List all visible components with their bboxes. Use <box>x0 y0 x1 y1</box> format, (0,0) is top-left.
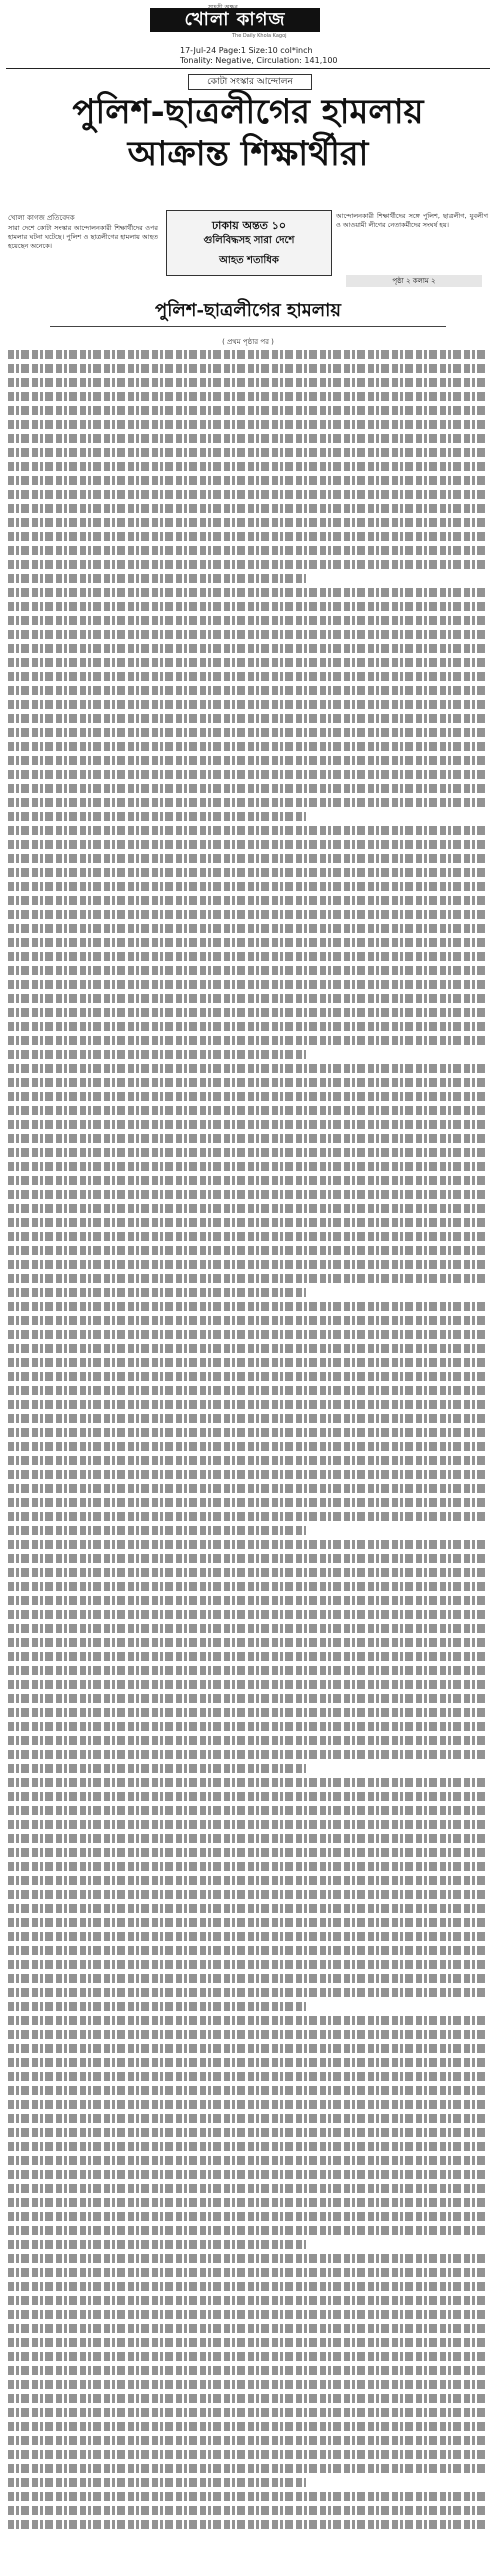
body-text-line <box>8 2408 488 2417</box>
body-text-line <box>8 504 488 513</box>
body-text-line <box>8 1624 488 1633</box>
body-text-line <box>8 1988 488 1997</box>
body-text-line <box>8 2212 488 2221</box>
body-text-line <box>8 1372 488 1381</box>
body-text-line <box>8 1344 488 1353</box>
clipping-meta <box>180 46 338 66</box>
body-text-line <box>8 1442 488 1451</box>
body-text-line <box>8 2170 488 2179</box>
body-text-line <box>8 1932 488 1941</box>
body-text-line <box>8 714 488 723</box>
body-text-line <box>8 1162 488 1171</box>
body-text-line <box>8 364 488 373</box>
body-text-line <box>8 1638 488 1647</box>
body-text-line <box>8 1554 488 1563</box>
body-text-line <box>8 910 488 919</box>
body-text-line <box>8 2324 488 2333</box>
body-text-line <box>8 924 488 933</box>
body-text-line <box>8 868 488 877</box>
casualty-highlight-box <box>166 210 332 276</box>
divider <box>6 68 490 69</box>
body-text-line <box>8 1414 488 1423</box>
body-text-line <box>8 2296 488 2305</box>
body-text-line <box>8 2128 488 2137</box>
body-text-line <box>8 1736 488 1745</box>
body-text-line <box>8 1694 488 1703</box>
body-text-line <box>8 1666 488 1675</box>
body-text-line <box>8 2030 488 2039</box>
body-text-line <box>8 1386 488 1395</box>
body-text-line <box>8 2226 488 2235</box>
body-text-line <box>8 742 488 751</box>
body-text-line <box>8 560 488 569</box>
body-text-line <box>8 1358 488 1367</box>
masthead-sublogo: The Daily Khola Kagoj <box>232 33 287 39</box>
body-text-line <box>8 896 488 905</box>
story-kicker: কোটা সংস্কার আন্দোলন <box>188 74 312 90</box>
body-text-line <box>8 546 488 555</box>
body-text-line <box>8 1064 488 1073</box>
body-text-line <box>8 1246 488 1255</box>
highlight-line-1: ঢাকায় অন্তত ১০ <box>211 219 287 232</box>
body-text-line <box>8 966 488 975</box>
body-text-line <box>8 588 488 597</box>
body-text-line <box>8 2268 488 2277</box>
body-text-line <box>8 1484 488 1493</box>
body-text-line <box>8 770 488 779</box>
body-text-line <box>8 1302 488 1311</box>
body-text-line <box>8 1022 488 1031</box>
body-text-line <box>8 938 488 947</box>
body-text-line <box>8 392 488 401</box>
body-text-line <box>8 1106 488 1115</box>
body-text-line <box>8 616 488 625</box>
body-text-line <box>8 2450 488 2459</box>
body-text-line <box>8 1904 488 1913</box>
body-text-line <box>8 462 488 471</box>
body-text-line <box>8 434 488 443</box>
jump-reference: পৃষ্ঠা ২ কলাম ২ <box>346 275 482 287</box>
body-text-line <box>8 1582 488 1591</box>
body-text-line <box>8 882 488 891</box>
body-text-line <box>8 1918 488 1927</box>
continuation-rule <box>50 326 446 327</box>
body-text-line <box>8 2086 488 2095</box>
body-text-line <box>8 644 488 653</box>
body-text-line <box>8 1134 488 1143</box>
body-text-line <box>8 1428 488 1437</box>
body-text-line <box>8 700 488 709</box>
body-text-line <box>8 1680 488 1689</box>
body-text-line <box>8 672 488 681</box>
body-text-line <box>8 2422 488 2431</box>
body-text-line <box>8 1456 488 1465</box>
byline: খোলা কাগজ প্রতিবেদক <box>8 214 75 222</box>
lede-left-column: সারা দেশে কোটা সংস্কার আন্দোলনকারী শিক্ষার্থীদের ওপর হামলার ঘটনা ঘটেছে। পুলিশ ও ছাত্রলীগের হামলায় আহত হয়েছেন অনেকে। <box>8 224 158 250</box>
body-text-line <box>8 2016 488 2025</box>
body-text-line <box>8 980 488 989</box>
body-text-line <box>8 630 488 639</box>
body-text-line <box>8 1008 488 1017</box>
body-text-line <box>8 686 488 695</box>
body-text-line <box>8 1078 488 1087</box>
body-text-line <box>8 826 488 835</box>
body-text-line <box>8 2254 488 2263</box>
body-text-line <box>8 1260 488 1269</box>
body-text-line <box>8 1512 488 1521</box>
body-text-line <box>8 1050 306 1059</box>
body-text-line <box>8 2156 488 2165</box>
body-text-line <box>8 1036 488 1045</box>
body-text-line <box>8 1568 488 1577</box>
body-text-line <box>8 1470 488 1479</box>
body-text-line <box>8 1274 488 1283</box>
body-text-line <box>8 1834 488 1843</box>
body-text-line <box>8 1876 488 1885</box>
body-text-line <box>8 602 488 611</box>
body-text-line <box>8 1974 488 1983</box>
body-text-line <box>8 574 306 583</box>
body-text-line <box>8 1400 488 1409</box>
body-text-line <box>8 1806 488 1815</box>
masthead <box>0 0 496 40</box>
body-text-line <box>8 658 488 667</box>
body-text-line <box>8 1288 306 1297</box>
body-text-line <box>8 378 488 387</box>
body-text-line <box>8 1708 488 1717</box>
date-size-line: 17-Jul-24 Page:1 Size:10 col*inch <box>180 46 313 55</box>
lede-right-column: আন্দোলনকারী শিক্ষার্থীদের সঙ্গে পুলিশ, ছাত্রলীগ, যুবলীগ ও আওয়ামী লীগের নেতাকর্মীদের সংঘর্ষ হয়। <box>336 212 488 229</box>
body-text-line <box>8 1792 488 1801</box>
body-text-line <box>8 1526 306 1535</box>
body-text-line <box>8 812 306 821</box>
body-text-line <box>8 1498 488 1507</box>
body-text-line <box>8 2114 488 2123</box>
body-text-line <box>8 1120 488 1129</box>
body-text-line <box>8 2436 488 2445</box>
body-text-line <box>8 518 488 527</box>
body-text-line <box>8 1820 488 1829</box>
body-text-line <box>8 1764 306 1773</box>
continuation-headline: পুলিশ-ছাত্রলীগের হামলায় <box>155 300 341 321</box>
body-text-line <box>8 1652 488 1661</box>
body-text-line <box>8 2240 306 2249</box>
body-text-line <box>8 1722 488 1731</box>
body-text-line <box>8 2380 488 2389</box>
body-text-line <box>8 2310 488 2319</box>
highlight-line-2: গুলিবিদ্ধসহ সারা দেশে <box>203 235 295 246</box>
body-text-line <box>8 2464 488 2473</box>
body-text-line <box>8 476 488 485</box>
body-text-line <box>8 532 488 541</box>
body-text-line <box>8 490 488 499</box>
body-text-line <box>8 1204 488 1213</box>
body-text-line <box>8 2002 306 2011</box>
body-text-line <box>8 1148 488 1157</box>
body-text-line <box>8 1862 488 1871</box>
body-text-line <box>8 1176 488 1185</box>
body-text-line <box>8 2366 488 2375</box>
newspaper-logo: খোলা কাগজ <box>150 8 320 32</box>
body-text-line <box>8 2282 488 2291</box>
body-text-line <box>8 1610 488 1619</box>
body-text-line <box>8 2184 488 2193</box>
body-text-line <box>8 2058 488 2067</box>
body-text-line <box>8 1316 488 1325</box>
body-text-line <box>8 2072 488 2081</box>
body-text-line <box>8 994 488 1003</box>
body-text-line <box>8 2520 488 2529</box>
body-text-line <box>8 1540 488 1549</box>
body-text-line <box>8 2394 488 2403</box>
body-text-line <box>8 1890 488 1899</box>
body-text-line <box>8 1218 488 1227</box>
article-body <box>8 350 488 2540</box>
body-text-line <box>8 1778 488 1787</box>
body-text-line <box>8 2478 306 2487</box>
body-text-line <box>8 840 488 849</box>
body-text-line <box>8 2506 488 2515</box>
body-text-line <box>8 1750 488 1759</box>
body-text-line <box>8 1596 488 1605</box>
body-text-line <box>8 2492 488 2501</box>
body-text-line <box>8 1330 488 1339</box>
body-text-line <box>8 1092 488 1101</box>
body-text-line <box>8 2352 488 2361</box>
body-text-line <box>8 2198 488 2207</box>
body-text-line <box>8 448 488 457</box>
highlight-line-3: আহত শতাধিক <box>219 255 279 266</box>
body-text-line <box>8 728 488 737</box>
body-text-line <box>8 798 488 807</box>
body-text-line <box>8 1960 488 1969</box>
body-text-line <box>8 2338 488 2347</box>
body-text-line <box>8 1946 488 1955</box>
headline-line-2: আক্রান্ত শিক্ষার্থীরা <box>127 134 369 174</box>
body-text-line <box>8 350 488 359</box>
body-text-line <box>8 854 488 863</box>
body-text-line <box>8 2142 488 2151</box>
tonality-line: Tonality: Negative, Circulation: 141,100 <box>180 56 338 65</box>
body-text-line <box>8 2100 488 2109</box>
body-text-line <box>8 1848 488 1857</box>
body-text-line <box>8 406 488 415</box>
continuation-reference: ( প্রথম পৃষ্ঠার পর ) <box>222 338 274 346</box>
body-text-line <box>8 952 488 961</box>
headline-line-1: পুলিশ-ছাত্রলীগের হামলায় <box>72 92 424 132</box>
body-text-line <box>8 784 488 793</box>
body-text-line <box>8 2044 488 2053</box>
body-text-line <box>8 756 488 765</box>
body-text-line <box>8 1232 488 1241</box>
body-text-line <box>8 1190 488 1199</box>
body-text-line <box>8 420 488 429</box>
